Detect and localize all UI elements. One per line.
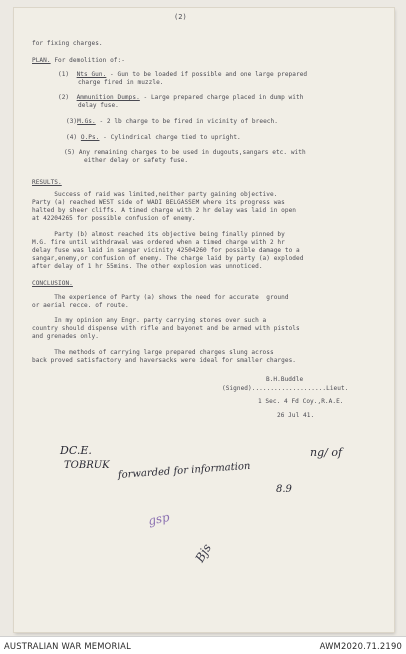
plan-item (58, 94, 303, 102)
conclusion-line: or aerial recce. of route. (32, 302, 129, 309)
conclusion-heading: CONCLUSION. (32, 280, 73, 287)
plan-intro: For demolition of:- (54, 57, 125, 64)
date-line: 26 Jul 41. (277, 412, 315, 419)
item-label: Ammunition Dumps. (76, 94, 140, 101)
plan-item (64, 149, 306, 157)
item-number: (1) (58, 71, 70, 78)
results-line: after delay of 1 hr 55mins. The other explosion was unnoticed. (32, 263, 263, 270)
item-label: Nts Gun. (76, 71, 107, 78)
footer-reference: AWM2020.71.2190 (319, 641, 402, 651)
item-number: (3) (66, 118, 78, 125)
conclusion-line: The experience of Party (a) shows the need for accurate ground (32, 294, 289, 301)
violet-ink-mark: gsp (146, 509, 171, 529)
item-text-continued: charge fired in muzzle. (78, 79, 164, 86)
results-line: at 42204265 for possible confusion of enemy. (32, 215, 196, 222)
results-heading: RESULTS. (32, 179, 62, 186)
conclusion-line: and grenades only. (32, 333, 99, 340)
item-number: (2) (58, 94, 70, 101)
signed-line: (Signed)....................Lieut. (222, 385, 349, 392)
conclusion-line: In my opinion any Engr. party carrying stores over such a (32, 317, 267, 324)
results-line: sangar,enemy,or confusion of enemy. The charge laid by party (a) exploded (32, 255, 304, 262)
item-label: M.Gs. (77, 118, 96, 125)
handwritten-initials: ng/ of (310, 446, 343, 459)
page-number: (2) (174, 13, 187, 21)
plan-heading: PLAN. (32, 57, 51, 64)
item-text: - Cylindrical charge tied to upright. (99, 134, 241, 141)
item-label: O.Ps. (80, 134, 100, 141)
footer-institution: AUSTRALIAN WAR MEMORIAL (4, 641, 131, 651)
plan-item (66, 134, 241, 142)
unit-line: 1 Sec. 4 Fd Coy.,R.A.E. (258, 398, 344, 405)
results-line: halted by sheer cliffs. A timed charge with 2 hr delay was laid in open (32, 207, 297, 214)
item-text: - Large prepared charge placed in dump with (139, 94, 304, 101)
handwritten-initials: 8.9 (276, 484, 292, 495)
results-line: Party (a) reached WEST side of WADI BELGASSEM where its progress was (32, 199, 285, 206)
plan-heading-line (32, 57, 125, 65)
handwritten-line: DC.E. (60, 444, 92, 457)
item-text-continued: either delay or safety fuse. (84, 157, 189, 164)
handwritten-line: forwarded for information (117, 460, 251, 481)
results-line: M.G. fire until withdrawal was ordered when a timed charge with 2 hr (32, 239, 285, 246)
results-line: Success of raid was limited,neither party gaining objective. (32, 191, 278, 198)
intro-line: for fixing charges. (32, 40, 103, 47)
item-number: (5) (64, 149, 76, 156)
item-text: Any remaining charges to be used in dugouts,sangars etc. with (78, 149, 306, 156)
signer-name: B.H.Buddle (266, 376, 304, 383)
conclusion-line: The methods of carrying large prepared charges slung across (32, 349, 274, 356)
results-line: delay fuse was laid in sangar vicinity 42504260 for possible damage to a (32, 247, 300, 254)
document-page (14, 8, 394, 632)
conclusion-line: back proved satisfactory and haversacks were ideal for smaller charges. (32, 357, 297, 364)
item-number: (4) (66, 134, 78, 141)
pencil-mark: Bjs (192, 541, 215, 565)
handwritten-line: TOBRUK (64, 460, 110, 471)
plan-item (58, 71, 307, 79)
conclusion-line: country should dispense with rifle and bayonet and be armed with pistols (32, 325, 300, 332)
item-text-continued: delay fuse. (78, 102, 119, 109)
plan-item (66, 118, 278, 126)
results-line: Party (b) almost reached its objective being finally pinned by (32, 231, 285, 238)
archive-footer (0, 636, 406, 654)
item-text: - 2 lb charge to be fired in vicinity of breech. (95, 118, 278, 125)
item-text: - Gun to be loaded if possible and one large prepared (106, 71, 308, 78)
